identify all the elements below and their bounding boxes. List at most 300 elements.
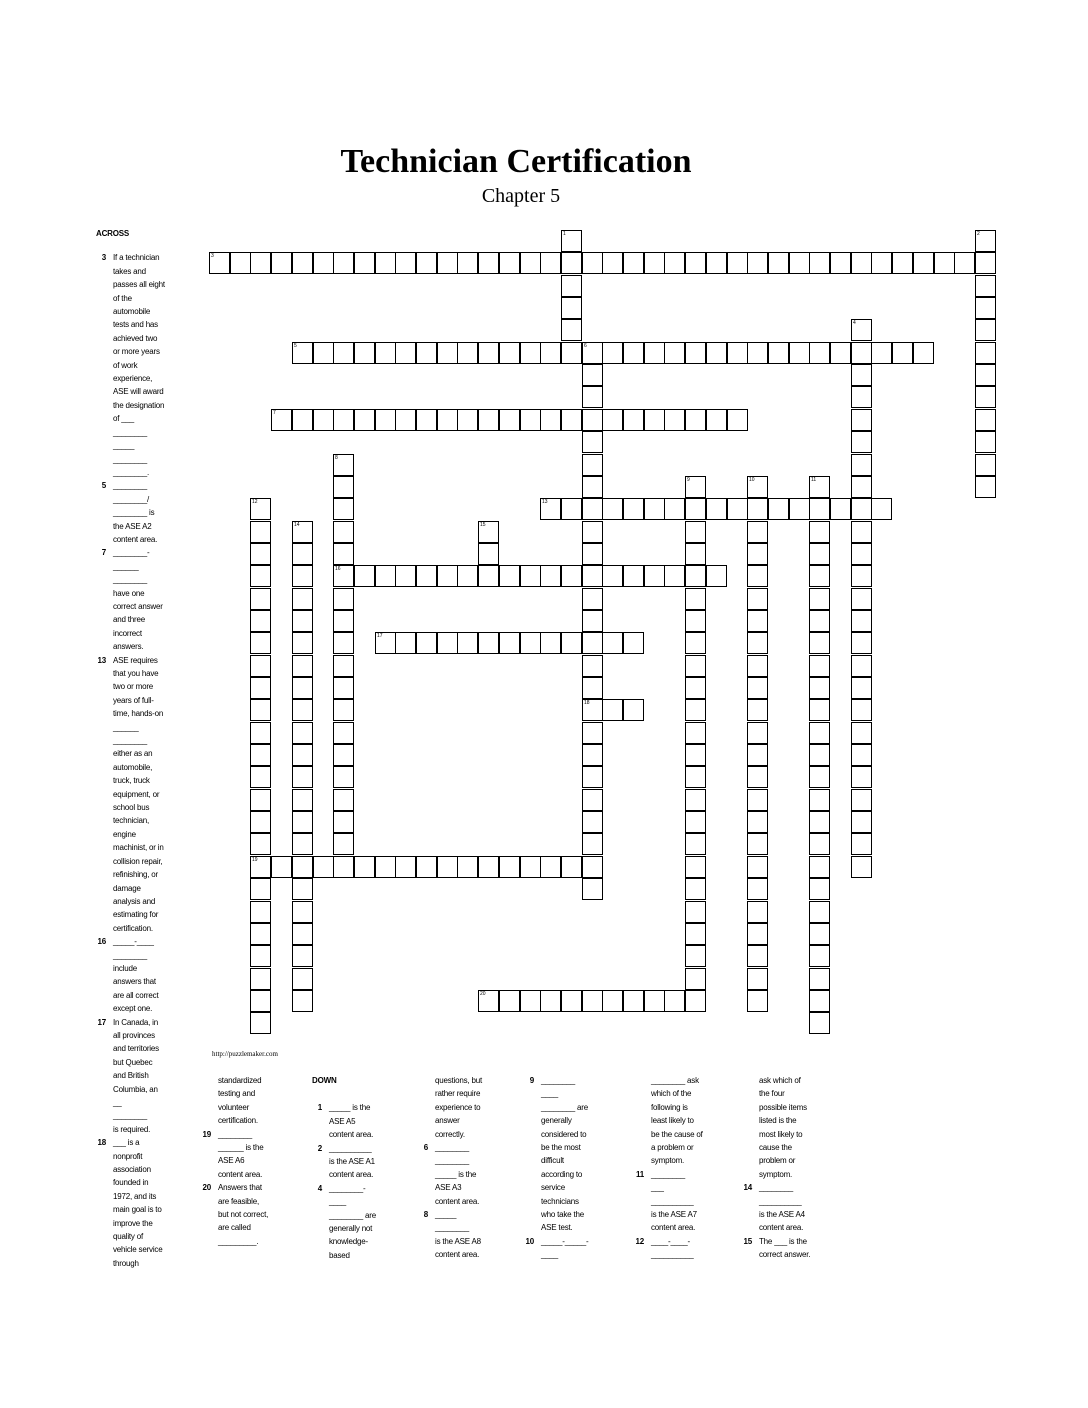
grid-cell[interactable] (499, 409, 520, 431)
grid-cell[interactable] (644, 252, 665, 274)
grid-cell[interactable] (602, 409, 623, 431)
grid-cell[interactable] (809, 923, 830, 945)
grid-cell[interactable] (478, 252, 499, 274)
grid-cell[interactable] (582, 856, 603, 878)
grid-cell[interactable] (271, 856, 292, 878)
grid-cell[interactable] (892, 252, 913, 274)
grid-cell[interactable] (582, 699, 603, 721)
grid-cell[interactable] (685, 565, 706, 587)
grid-cell[interactable] (975, 364, 996, 386)
grid-cell[interactable] (851, 498, 872, 520)
grid-cell[interactable] (768, 252, 789, 274)
grid-cell[interactable] (809, 833, 830, 855)
grid-cell[interactable] (623, 699, 644, 721)
grid-cell[interactable] (851, 632, 872, 654)
grid-cell[interactable] (250, 833, 271, 855)
grid-cell[interactable] (292, 655, 313, 677)
grid-cell[interactable] (685, 923, 706, 945)
grid-cell[interactable] (747, 901, 768, 923)
grid-cell[interactable] (292, 342, 313, 364)
grid-cell[interactable] (623, 409, 644, 431)
grid-cell[interactable] (582, 498, 603, 520)
grid-cell[interactable] (292, 833, 313, 855)
grid-cell[interactable] (582, 990, 603, 1012)
grid-cell[interactable] (250, 923, 271, 945)
grid-cell[interactable] (540, 990, 561, 1012)
grid-cell[interactable] (457, 856, 478, 878)
grid-cell[interactable] (250, 945, 271, 967)
grid-cell[interactable] (747, 722, 768, 744)
grid-cell[interactable] (747, 878, 768, 900)
grid-cell[interactable] (851, 655, 872, 677)
grid-cell[interactable] (333, 677, 354, 699)
grid-cell[interactable] (395, 856, 416, 878)
grid-cell[interactable] (582, 252, 603, 274)
grid-cell[interactable] (851, 811, 872, 833)
grid-cell[interactable] (499, 856, 520, 878)
grid-cell[interactable] (706, 342, 727, 364)
grid-cell[interactable] (809, 744, 830, 766)
grid-cell[interactable] (685, 811, 706, 833)
grid-cell[interactable] (333, 833, 354, 855)
grid-cell[interactable] (416, 632, 437, 654)
grid-cell[interactable] (333, 699, 354, 721)
grid-cell[interactable] (292, 409, 313, 431)
grid-cell[interactable] (582, 565, 603, 587)
grid-cell[interactable] (602, 342, 623, 364)
grid-cell[interactable] (250, 252, 271, 274)
grid-cell[interactable] (809, 655, 830, 677)
grid-cell[interactable] (913, 342, 934, 364)
grid-cell[interactable] (209, 252, 230, 274)
grid-cell[interactable] (851, 409, 872, 431)
grid-cell[interactable] (561, 230, 582, 252)
grid-cell[interactable] (395, 565, 416, 587)
grid-cell[interactable] (313, 342, 334, 364)
grid-cell[interactable] (561, 342, 582, 364)
grid-cell[interactable] (416, 856, 437, 878)
grid-cell[interactable] (623, 498, 644, 520)
grid-cell[interactable] (250, 610, 271, 632)
grid-cell[interactable] (333, 610, 354, 632)
grid-cell[interactable] (292, 856, 313, 878)
grid-cell[interactable] (354, 856, 375, 878)
grid-cell[interactable] (561, 632, 582, 654)
grid-cell[interactable] (375, 342, 396, 364)
grid-cell[interactable] (313, 409, 334, 431)
grid-cell[interactable] (292, 588, 313, 610)
grid-cell[interactable] (582, 543, 603, 565)
grid-cell[interactable] (975, 319, 996, 341)
grid-cell[interactable] (354, 565, 375, 587)
grid-cell[interactable] (851, 454, 872, 476)
grid-cell[interactable] (623, 342, 644, 364)
grid-cell[interactable] (561, 990, 582, 1012)
grid-cell[interactable] (664, 990, 685, 1012)
grid-cell[interactable] (747, 789, 768, 811)
grid-cell[interactable] (685, 990, 706, 1012)
grid-cell[interactable] (644, 342, 665, 364)
grid-cell[interactable] (747, 610, 768, 632)
grid-cell[interactable] (623, 565, 644, 587)
grid-cell[interactable] (478, 990, 499, 1012)
grid-cell[interactable] (250, 588, 271, 610)
grid-cell[interactable] (354, 342, 375, 364)
grid-cell[interactable] (913, 252, 934, 274)
grid-cell[interactable] (706, 252, 727, 274)
grid-cell[interactable] (851, 744, 872, 766)
grid-cell[interactable] (250, 789, 271, 811)
grid-cell[interactable] (727, 342, 748, 364)
grid-cell[interactable] (333, 521, 354, 543)
grid-cell[interactable] (851, 319, 872, 341)
grid-cell[interactable] (809, 722, 830, 744)
grid-cell[interactable] (478, 543, 499, 565)
grid-cell[interactable] (561, 498, 582, 520)
grid-cell[interactable] (871, 252, 892, 274)
grid-cell[interactable] (540, 498, 561, 520)
grid-cell[interactable] (747, 588, 768, 610)
grid-cell[interactable] (540, 856, 561, 878)
grid-cell[interactable] (830, 498, 851, 520)
grid-cell[interactable] (499, 252, 520, 274)
grid-cell[interactable] (830, 252, 851, 274)
grid-cell[interactable] (851, 722, 872, 744)
grid-cell[interactable] (375, 565, 396, 587)
grid-cell[interactable] (809, 588, 830, 610)
grid-cell[interactable] (809, 945, 830, 967)
grid-cell[interactable] (457, 565, 478, 587)
grid-cell[interactable] (250, 722, 271, 744)
grid-cell[interactable] (809, 521, 830, 543)
grid-cell[interactable] (809, 901, 830, 923)
grid-cell[interactable] (333, 454, 354, 476)
grid-cell[interactable] (250, 744, 271, 766)
grid-cell[interactable] (809, 699, 830, 721)
grid-cell[interactable] (271, 252, 292, 274)
grid-cell[interactable] (851, 476, 872, 498)
grid-cell[interactable] (747, 252, 768, 274)
grid-cell[interactable] (809, 610, 830, 632)
grid-cell[interactable] (685, 342, 706, 364)
grid-cell[interactable] (250, 655, 271, 677)
grid-cell[interactable] (499, 990, 520, 1012)
grid-cell[interactable] (457, 409, 478, 431)
grid-cell[interactable] (333, 766, 354, 788)
grid-cell[interactable] (602, 252, 623, 274)
grid-cell[interactable] (395, 632, 416, 654)
grid-cell[interactable] (561, 565, 582, 587)
grid-cell[interactable] (830, 342, 851, 364)
grid-cell[interactable] (250, 901, 271, 923)
grid-cell[interactable] (250, 990, 271, 1012)
grid-cell[interactable] (809, 811, 830, 833)
grid-cell[interactable] (375, 252, 396, 274)
grid-cell[interactable] (809, 968, 830, 990)
grid-cell[interactable] (747, 632, 768, 654)
grid-cell[interactable] (582, 521, 603, 543)
grid-cell[interactable] (706, 498, 727, 520)
grid-cell[interactable] (561, 409, 582, 431)
grid-cell[interactable] (333, 252, 354, 274)
grid-cell[interactable] (395, 342, 416, 364)
grid-cell[interactable] (292, 945, 313, 967)
grid-cell[interactable] (582, 655, 603, 677)
grid-cell[interactable] (809, 342, 830, 364)
grid-cell[interactable] (975, 386, 996, 408)
grid-cell[interactable] (520, 565, 541, 587)
grid-cell[interactable] (851, 588, 872, 610)
grid-cell[interactable] (437, 342, 458, 364)
grid-cell[interactable] (685, 699, 706, 721)
grid-cell[interactable] (954, 252, 975, 274)
grid-cell[interactable] (602, 498, 623, 520)
grid-cell[interactable] (333, 409, 354, 431)
grid-cell[interactable] (582, 386, 603, 408)
grid-cell[interactable] (809, 476, 830, 498)
grid-cell[interactable] (416, 565, 437, 587)
grid-cell[interactable] (871, 498, 892, 520)
grid-cell[interactable] (685, 878, 706, 900)
grid-cell[interactable] (313, 856, 334, 878)
grid-cell[interactable] (416, 342, 437, 364)
grid-cell[interactable] (747, 543, 768, 565)
grid-cell[interactable] (892, 342, 913, 364)
grid-cell[interactable] (333, 789, 354, 811)
grid-cell[interactable] (664, 565, 685, 587)
grid-cell[interactable] (975, 230, 996, 252)
grid-cell[interactable] (644, 498, 665, 520)
grid-cell[interactable] (685, 901, 706, 923)
grid-cell[interactable] (582, 454, 603, 476)
grid-cell[interactable] (292, 565, 313, 587)
grid-cell[interactable] (292, 677, 313, 699)
grid-cell[interactable] (685, 766, 706, 788)
grid-cell[interactable] (333, 655, 354, 677)
grid-cell[interactable] (809, 677, 830, 699)
grid-cell[interactable] (230, 252, 251, 274)
grid-cell[interactable] (685, 409, 706, 431)
grid-cell[interactable] (664, 498, 685, 520)
grid-cell[interactable] (520, 409, 541, 431)
grid-cell[interactable] (395, 252, 416, 274)
grid-cell[interactable] (375, 856, 396, 878)
grid-cell[interactable] (582, 766, 603, 788)
grid-cell[interactable] (664, 252, 685, 274)
grid-cell[interactable] (582, 588, 603, 610)
grid-cell[interactable] (851, 252, 872, 274)
grid-cell[interactable] (582, 364, 603, 386)
grid-cell[interactable] (623, 252, 644, 274)
grid-cell[interactable] (727, 252, 748, 274)
grid-cell[interactable] (747, 945, 768, 967)
grid-cell[interactable] (333, 588, 354, 610)
grid-cell[interactable] (685, 476, 706, 498)
grid-cell[interactable] (333, 543, 354, 565)
grid-cell[interactable] (809, 632, 830, 654)
grid-cell[interactable] (582, 744, 603, 766)
grid-cell[interactable] (747, 565, 768, 587)
grid-cell[interactable] (582, 431, 603, 453)
grid-cell[interactable] (333, 476, 354, 498)
grid-cell[interactable] (540, 409, 561, 431)
grid-cell[interactable] (313, 252, 334, 274)
grid-cell[interactable] (664, 342, 685, 364)
grid-cell[interactable] (292, 610, 313, 632)
grid-cell[interactable] (250, 1012, 271, 1034)
grid-cell[interactable] (747, 744, 768, 766)
grid-cell[interactable] (292, 744, 313, 766)
grid-cell[interactable] (375, 632, 396, 654)
grid-cell[interactable] (851, 565, 872, 587)
grid-cell[interactable] (333, 722, 354, 744)
grid-cell[interactable] (685, 744, 706, 766)
grid-cell[interactable] (747, 677, 768, 699)
grid-cell[interactable] (250, 498, 271, 520)
grid-cell[interactable] (354, 252, 375, 274)
grid-cell[interactable] (250, 699, 271, 721)
grid-cell[interactable] (809, 498, 830, 520)
grid-cell[interactable] (520, 342, 541, 364)
grid-cell[interactable] (582, 476, 603, 498)
grid-cell[interactable] (747, 833, 768, 855)
grid-cell[interactable] (478, 342, 499, 364)
grid-cell[interactable] (809, 565, 830, 587)
grid-cell[interactable] (851, 856, 872, 878)
grid-cell[interactable] (457, 342, 478, 364)
grid-cell[interactable] (685, 252, 706, 274)
grid-cell[interactable] (685, 856, 706, 878)
grid-cell[interactable] (292, 923, 313, 945)
grid-cell[interactable] (540, 632, 561, 654)
grid-cell[interactable] (333, 498, 354, 520)
grid-cell[interactable] (271, 409, 292, 431)
grid-cell[interactable] (250, 968, 271, 990)
grid-cell[interactable] (789, 498, 810, 520)
grid-cell[interactable] (478, 409, 499, 431)
grid-cell[interactable] (851, 833, 872, 855)
grid-cell[interactable] (540, 565, 561, 587)
grid-cell[interactable] (292, 521, 313, 543)
grid-cell[interactable] (809, 543, 830, 565)
grid-cell[interactable] (975, 476, 996, 498)
grid-cell[interactable] (644, 565, 665, 587)
grid-cell[interactable] (478, 856, 499, 878)
grid-cell[interactable] (582, 789, 603, 811)
grid-cell[interactable] (975, 297, 996, 319)
grid-cell[interactable] (851, 521, 872, 543)
grid-cell[interactable] (851, 610, 872, 632)
grid-cell[interactable] (333, 811, 354, 833)
grid-cell[interactable] (851, 342, 872, 364)
grid-cell[interactable] (851, 386, 872, 408)
grid-cell[interactable] (292, 766, 313, 788)
grid-cell[interactable] (747, 811, 768, 833)
grid-cell[interactable] (582, 833, 603, 855)
grid-cell[interactable] (685, 833, 706, 855)
grid-cell[interactable] (747, 476, 768, 498)
grid-cell[interactable] (809, 789, 830, 811)
grid-cell[interactable] (747, 699, 768, 721)
grid-cell[interactable] (851, 789, 872, 811)
grid-cell[interactable] (250, 521, 271, 543)
grid-cell[interactable] (561, 297, 582, 319)
grid-cell[interactable] (975, 342, 996, 364)
grid-cell[interactable] (809, 766, 830, 788)
grid-cell[interactable] (851, 766, 872, 788)
grid-cell[interactable] (602, 699, 623, 721)
grid-cell[interactable] (582, 409, 603, 431)
grid-cell[interactable] (685, 677, 706, 699)
grid-cell[interactable] (478, 521, 499, 543)
grid-cell[interactable] (561, 275, 582, 297)
grid-cell[interactable] (747, 990, 768, 1012)
grid-cell[interactable] (975, 454, 996, 476)
grid-cell[interactable] (809, 990, 830, 1012)
grid-cell[interactable] (747, 521, 768, 543)
grid-cell[interactable] (499, 342, 520, 364)
grid-cell[interactable] (520, 856, 541, 878)
grid-cell[interactable] (789, 342, 810, 364)
grid-cell[interactable] (292, 968, 313, 990)
grid-cell[interactable] (250, 811, 271, 833)
grid-cell[interactable] (664, 409, 685, 431)
grid-cell[interactable] (809, 252, 830, 274)
grid-cell[interactable] (747, 856, 768, 878)
grid-cell[interactable] (292, 543, 313, 565)
grid-cell[interactable] (644, 990, 665, 1012)
grid-cell[interactable] (582, 722, 603, 744)
grid-cell[interactable] (416, 409, 437, 431)
grid-cell[interactable] (292, 699, 313, 721)
grid-cell[interactable] (851, 431, 872, 453)
grid-cell[interactable] (333, 856, 354, 878)
grid-cell[interactable] (685, 722, 706, 744)
grid-cell[interactable] (747, 655, 768, 677)
grid-cell[interactable] (644, 409, 665, 431)
grid-cell[interactable] (809, 856, 830, 878)
grid-cell[interactable] (747, 766, 768, 788)
grid-cell[interactable] (975, 275, 996, 297)
grid-cell[interactable] (602, 990, 623, 1012)
grid-cell[interactable] (292, 811, 313, 833)
grid-cell[interactable] (934, 252, 955, 274)
grid-cell[interactable] (416, 252, 437, 274)
grid-cell[interactable] (250, 677, 271, 699)
grid-cell[interactable] (768, 342, 789, 364)
grid-cell[interactable] (457, 252, 478, 274)
grid-cell[interactable] (333, 342, 354, 364)
grid-cell[interactable] (685, 945, 706, 967)
grid-cell[interactable] (292, 878, 313, 900)
grid-cell[interactable] (540, 342, 561, 364)
grid-cell[interactable] (499, 632, 520, 654)
grid-cell[interactable] (851, 699, 872, 721)
grid-cell[interactable] (561, 319, 582, 341)
grid-cell[interactable] (457, 632, 478, 654)
grid-cell[interactable] (292, 632, 313, 654)
grid-cell[interactable] (437, 632, 458, 654)
grid-cell[interactable] (809, 878, 830, 900)
grid-cell[interactable] (582, 632, 603, 654)
grid-cell[interactable] (768, 498, 789, 520)
grid-cell[interactable] (623, 632, 644, 654)
grid-cell[interactable] (520, 632, 541, 654)
grid-cell[interactable] (250, 856, 271, 878)
grid-cell[interactable] (851, 543, 872, 565)
grid-cell[interactable] (250, 766, 271, 788)
grid-cell[interactable] (437, 565, 458, 587)
